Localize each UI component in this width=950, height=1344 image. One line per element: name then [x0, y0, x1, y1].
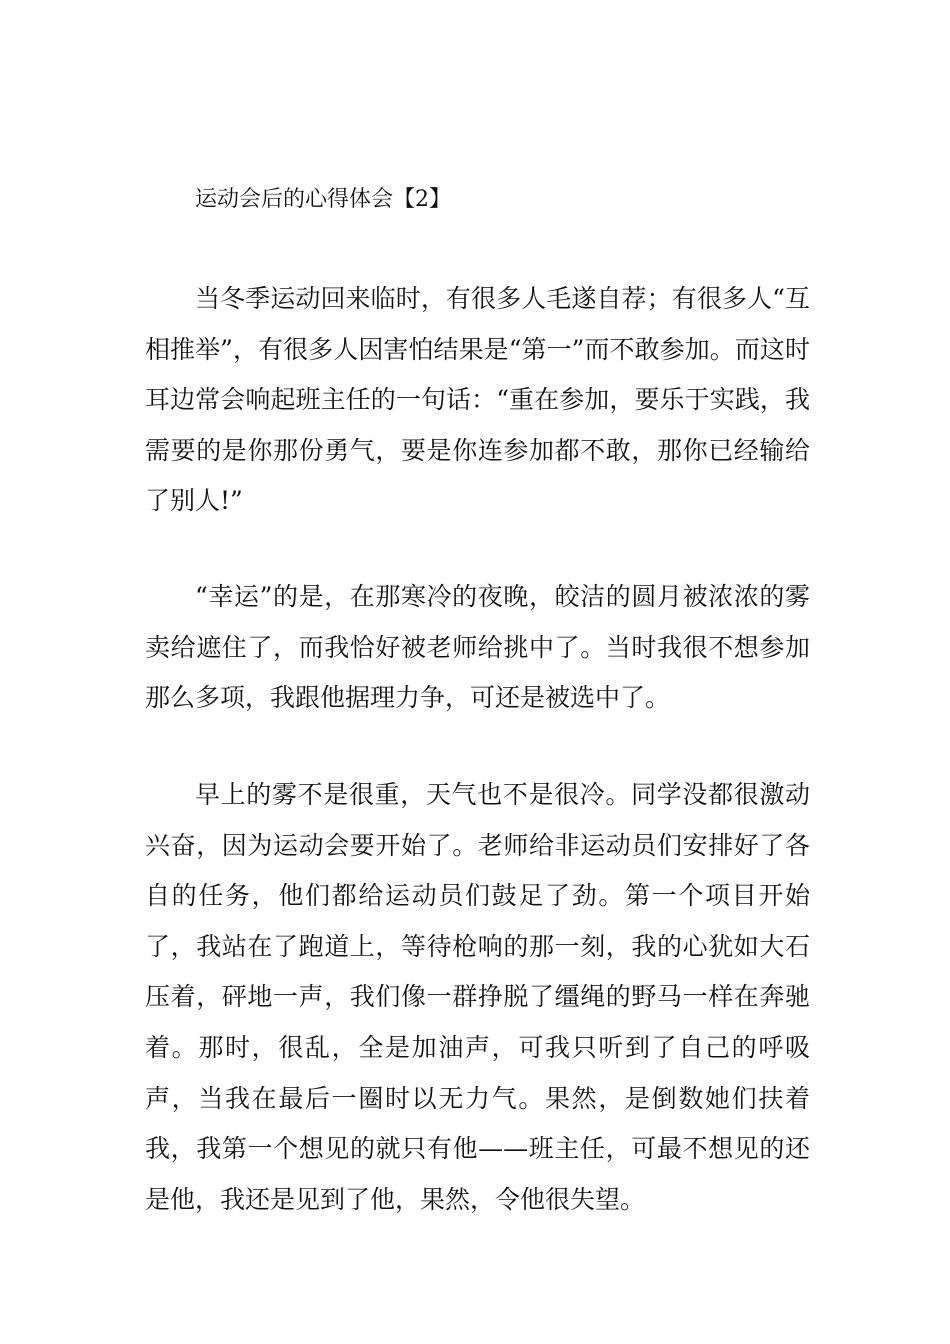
- paragraph-3: 早上的雾不是很重，天气也不是很冷。同学没都很激动兴奋，因为运动会要开始了。老师给非运动员们安排好了各自的任务，他们都给运动员们鼓足了劲。第一个项目开始了，我站在了跑道上，等待枪响的那一刻，我的心犹如大石压着，砰地一声，我们像一群挣脱了缰绳的野马一样在奔驰着。那时，很乱，全是加油声，可我只听到了自己的呼吸声，当我在最后一圈时以无力气。果然，是倒数她们扶着我，我第一个想见的就只有他——班主任，可最不想见的还是他，我还是见到了他，果然，令他很失望。: [145, 780, 810, 1214]
- paragraph-1: 当冬季运动回来临时，有很多人毛遂自荐；有很多人“互相推举”，有很多人因害怕结果是“第一”而不敢参加。而这时耳边常会响起班主任的一句话：“重在参加，要乐于实践，我需要的是你那份勇气，要是你连参加都不敢，那你已经输给了别人!”: [145, 284, 810, 516]
- document-title: 运动会后的心得体会【2】: [195, 187, 451, 212]
- paragraph-2: “幸运”的是，在那寒冷的夜晚，皎洁的圆月被浓浓的雾卖给遮住了，而我恰好被老师给挑中了。当时我很不想参加那么多项，我跟他据理力争，可还是被选中了。: [145, 582, 810, 713]
